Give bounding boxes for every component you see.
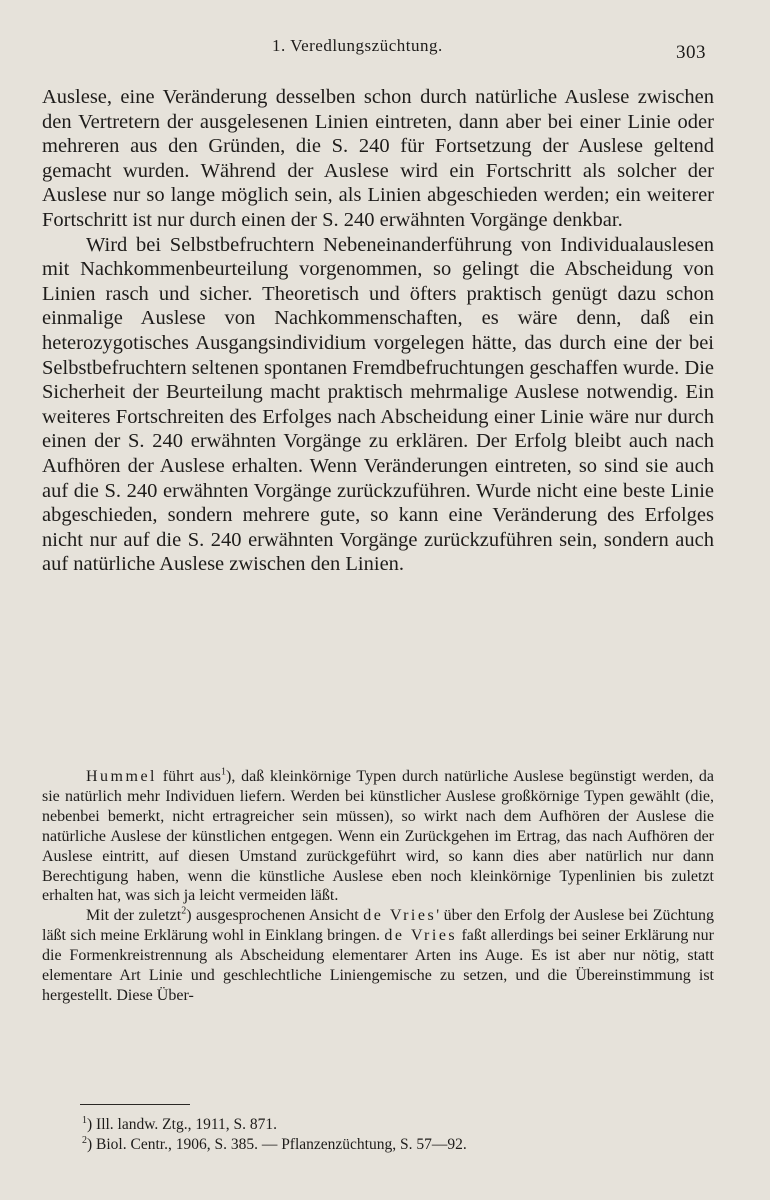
paragraph-2: Wird bei Selbstbefruchtern Nebeneinanderführung von Individualauslesen mit Nachkommenbeurteilung vorgenommen, so gelingt die Abscheidung von Linien rasch und sicher. Theoretisch und öfters praktisch genügt dazu schon einmalige Auslese von Nachkommenschaften, es wäre denn, daß ein heterozygotisches Ausgangsindividium vorgelegen hätte, das durch eine der bei Selbstbefruchtern seltenen spontanen Fremdbefruchtungen geschaffen wurde. Die Sicherheit der Beurteilung macht praktisch mehrmalige Auslese notwendig. Ein weiteres Fortschreiten des Erfolges nach Abscheidung einer Linie wäre nur durch einen der S. 240 erwähnten Vorgänge zu erklären. Der Erfolg bleibt auch nach Aufhören der Auslese erhalten. Wenn Veränderungen eintreten, so sind sie auch auf die S. 240 erwähnten Vorgänge zurückzuführen. Wurde nicht eine beste Linie abgeschieden, sondern mehrere gute, so kann eine Veränderung des Erfolges nicht nur auf die S. 240 erwähnten Vorgänge zurückzuführen sein, sondern auch auf natürliche Auslese zwischen den Linien. bbox=[42, 233, 714, 576]
text-span: führt aus bbox=[157, 768, 222, 785]
paragraph-1: Auslese, eine Veränderung desselben schon durch natürliche Auslese zwischen den Vertretern der ausgelesenen Linien eintreten, dann aber bei einer Linie oder mehreren aus den Gründen, die S. 240 für Fortsetzung der Auslese geltend gemacht wurden. Während der Auslese wird ein Fortschritt als solcher der Auslese nur so lange möglich sein, als Linien abgeschieden werden; ein weiterer Fortschritt ist nur durch einen der S. 240 erwähnten Vorgänge denkbar. bbox=[42, 86, 714, 231]
footnote-ref-2: 2 bbox=[181, 906, 187, 918]
text-span: ), daß kleinkörnige Typen durch natürliche Auslese begünstigt werden, da sie natürlich mehr Individuen liefern. Werden bei künstlicher Auslese großkörnige Typen gewählt (die, nebenbei bemerkt, nicht ertragreicher sein müssen), so wirkt nach dem Aufhören der Auslese die natürliche Auslese der künstlichen entgegen. Wenn ein Zurückgehen im Ertrag, das nach Aufhören der Auslese eintritt, auf diesen Umstand zurückgeführt wird, so kann dies aber natürlich nur dann Berechtigung haben, wenn die künstliche Auslese eben noch kleinkörnige Typenlinien bis zuletzt erhalten hat, was sich ja leicht vermeiden läßt. bbox=[42, 768, 714, 905]
section-title: 1. Veredlungszüchtung. bbox=[272, 36, 443, 55]
footnotes bbox=[82, 1115, 702, 1155]
text-span: Mit der zuletzt bbox=[86, 907, 182, 925]
footnote-text: ) Biol. Centr., 1906, S. 385. — Pflanzenzüchtung, S. 57—92. bbox=[87, 1136, 467, 1153]
footnote-2 bbox=[82, 1135, 702, 1155]
footnote-divider bbox=[80, 1104, 190, 1105]
footnote-mark: 2 bbox=[82, 1134, 87, 1146]
page-number: 303 bbox=[676, 42, 706, 63]
text-span: ' über den Erfolg der Auslese bei Züchtung läßt sich meine Erklärung wohl in Einklang bringen. bbox=[42, 907, 715, 945]
author-name-hummel: Hummel bbox=[86, 768, 157, 785]
small-print-section bbox=[42, 767, 714, 1006]
footnote-1 bbox=[82, 1115, 702, 1135]
small-paragraph-2 bbox=[42, 906, 714, 1006]
footnote-text: ) Ill. landw. Ztg., 1911, S. 871. bbox=[87, 1116, 278, 1133]
footnote-mark: 1 bbox=[82, 1114, 87, 1126]
main-body bbox=[42, 85, 714, 577]
text-span: faßt allerdings bei seiner Erklärung nur die Formenkreistrennung als Abscheidung elementarer Arten ins Auge. Es ist aber nur nötig, statt elementare Art Linie und geschlechtliche Liniengemische zu setzen, und die Übereinstimmung ist hergestellt. Diese Über- bbox=[42, 927, 714, 1004]
author-name-de-vries: de Vries bbox=[384, 927, 458, 945]
small-paragraph-1 bbox=[42, 767, 714, 906]
author-name-de-vries: de Vries bbox=[363, 907, 437, 925]
footnote-ref-1: 1 bbox=[221, 766, 227, 778]
text-span: ) ausgesprochenen Ansicht bbox=[186, 907, 364, 925]
